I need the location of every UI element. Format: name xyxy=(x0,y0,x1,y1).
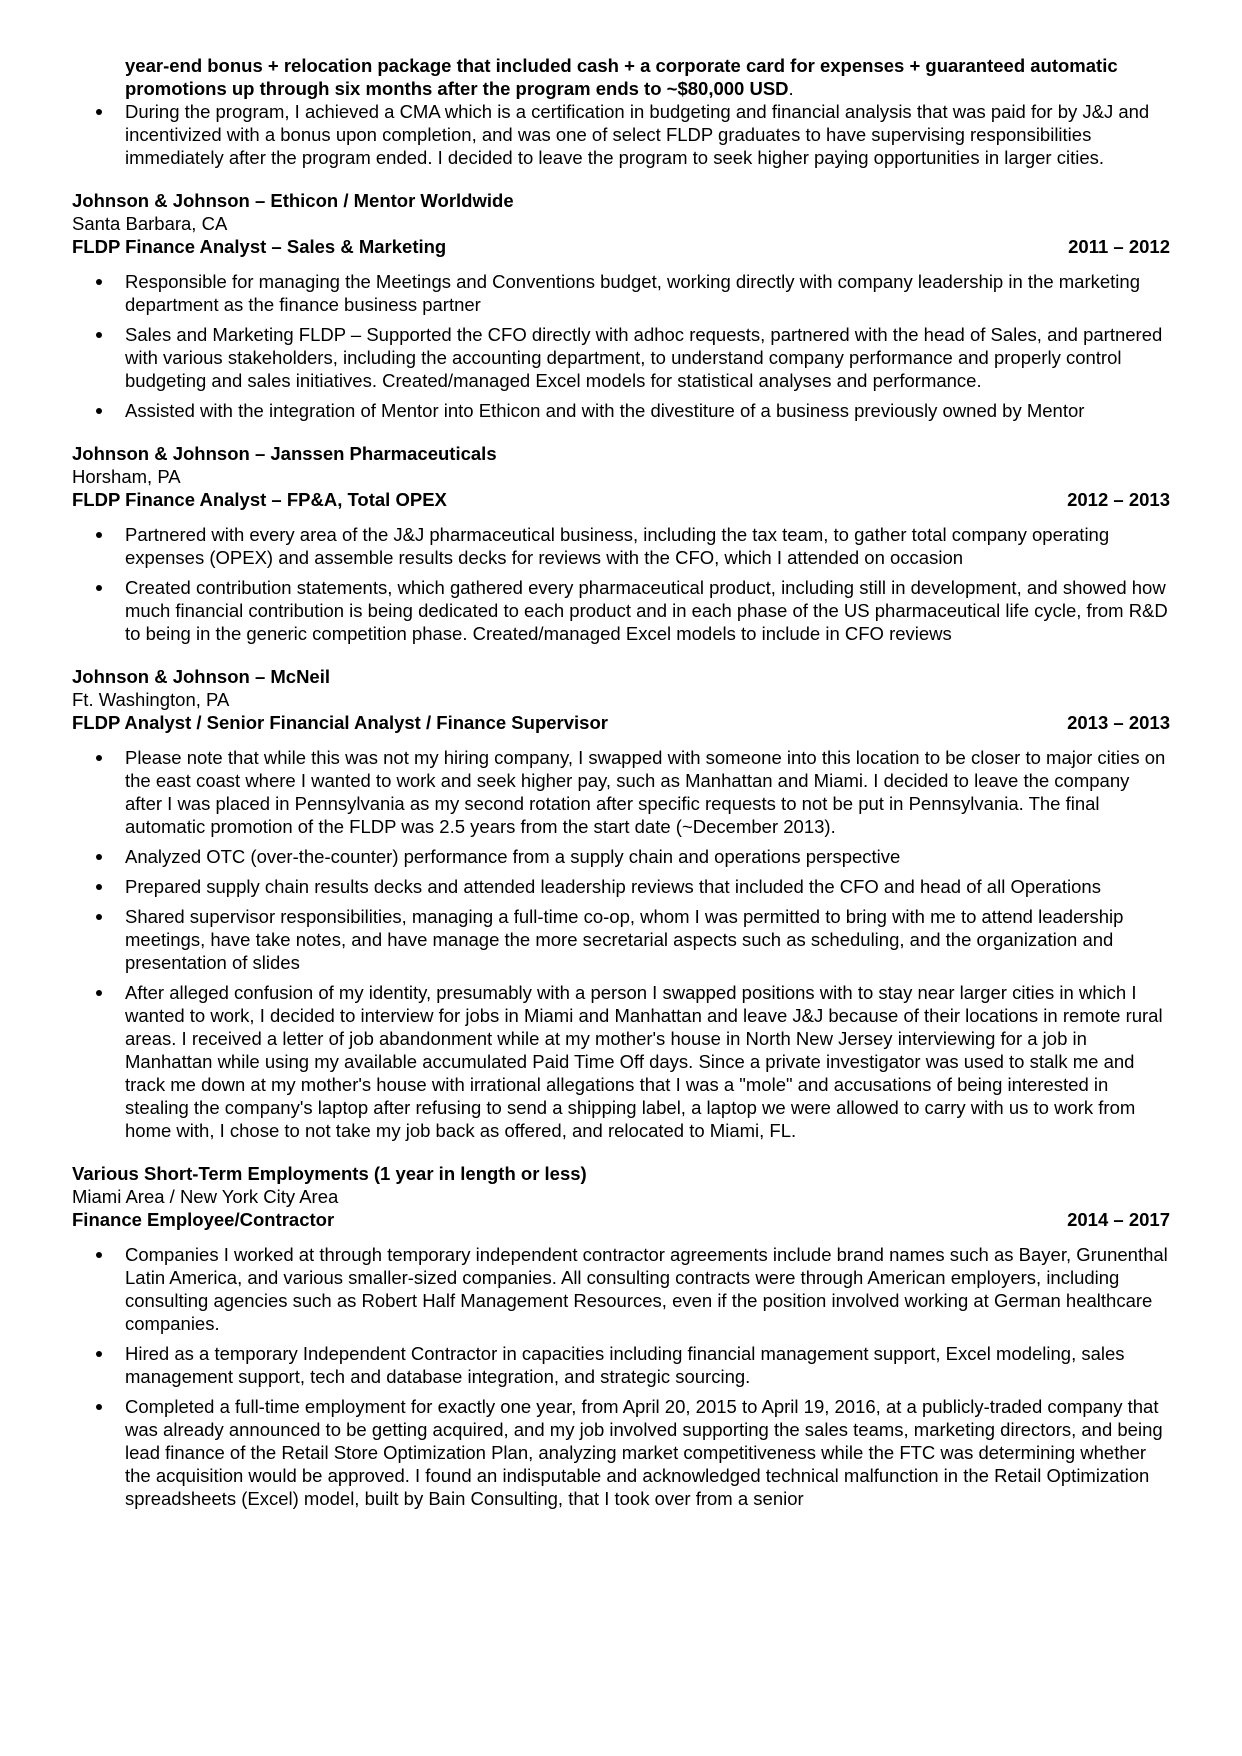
bullet-marker xyxy=(96,332,102,338)
bullet-text: Responsible for managing the Meetings and Conventions budget, working directly with company leadership in the marketing department as the finance business partner xyxy=(125,271,1140,315)
bullet-item xyxy=(72,905,1170,974)
bullet-item xyxy=(72,100,1170,169)
bullet-marker xyxy=(96,884,102,890)
job-dates: 2014 – 2017 xyxy=(1067,1209,1170,1230)
bullet-text: Partnered with every area of the J&J pharmaceutical business, including the tax team, to gather total company operating expenses (OPEX) and assemble results decks for reviews with the CFO, which I attended on occasion xyxy=(125,524,1110,568)
bullet-text: Analyzed OTC (over-the-counter) performance from a supply chain and operations perspective xyxy=(125,846,901,867)
bullet-marker xyxy=(96,279,102,285)
job-title: FLDP Finance Analyst – FP&A, Total OPEX xyxy=(72,489,447,510)
bullet-marker xyxy=(96,532,102,538)
bullet-marker xyxy=(96,1404,102,1410)
continuation-bold-text: year-end bonus + relocation package that included cash + a corporate card for expenses + guaranteed automatic promotions up through six months after the program ends to ~$80,000 USD xyxy=(125,55,1118,99)
bullet-text: Created contribution statements, which gathered every pharmaceutical product, including still in development, and showed how much financial contribution is being dedicated to each product and in each phase of the US pharmaceutical life cycle, from R&D to being in the generic competition phase. Created/managed Excel models to include in CFO reviews xyxy=(125,577,1168,644)
bullet-text: Hired as a temporary Independent Contractor in capacities including financial management support, Excel modeling, sales management support, tech and database integration, and strategic sourcing. xyxy=(125,1343,1125,1387)
job-title: FLDP Analyst / Senior Financial Analyst / Finance Supervisor xyxy=(72,712,608,733)
company-location: Miami Area / New York City Area xyxy=(72,1186,339,1207)
job-title-row xyxy=(72,711,1170,734)
job-dates: 2012 – 2013 xyxy=(1067,489,1170,510)
job-bullet-list xyxy=(72,523,1170,645)
bullet-item xyxy=(72,523,1170,569)
bullet-marker xyxy=(96,990,102,996)
bullet-item xyxy=(72,1395,1170,1510)
bullet-marker xyxy=(96,109,102,115)
job-title: Finance Employee/Contractor xyxy=(72,1209,335,1230)
bullet-text: Completed a full-time employment for exactly one year, from April 20, 2015 to April 19, 2016, at a publicly-traded company that was already announced to be getting acquired, and my job involved supporting the sales teams, marketing directors, and being lead finance of the Retail Store Optimization Plan, analyzing market competitiveness while the FTC was determining whether the acquisition would be approved. I found an indisputable and acknowledged technical malfunction in the Retail Optimization spreadsheets (Excel) model, built by Bain Consulting, that I took over from a senior xyxy=(125,1396,1163,1509)
company-name: Johnson & Johnson – Ethicon / Mentor Worldwide xyxy=(72,190,514,211)
bullet-text: Prepared supply chain results decks and attended leadership reviews that included the CFO and head of all Operations xyxy=(125,876,1101,897)
bullet-text: Please note that while this was not my hiring company, I swapped with someone into this location to be closer to major cities on the east coast where I wanted to work and seek higher pay, such as Manhattan and Miami. I decided to leave the company after I was placed in Pennsylvania as my second rotation after specific requests to not be put in Pennsylvania. The final automatic promotion of the FLDP was 2.5 years from the start date (~December 2013). xyxy=(125,747,1166,837)
job-title-row xyxy=(72,235,1170,258)
continuation-period: . xyxy=(788,78,794,99)
bullet-text: Sales and Marketing FLDP – Supported the CFO directly with adhoc requests, partnered with the head of Sales, and partnered with various stakeholders, including the accounting department, to understand company performance and properly control budgeting and sales initiatives. Created/managed Excel models for statistical analyses and performance. xyxy=(125,324,1163,391)
bullet-item xyxy=(72,270,1170,316)
job-section-janssen xyxy=(72,442,1170,645)
bullet-text: Companies I worked at through temporary independent contractor agreements include brand names such as Bayer, Grunenthal Latin America, and various smaller-sized companies. All consulting contracts were through American employers, including consulting agencies such as Robert Half Management Resources, even if the position involved working at German healthcare companies. xyxy=(125,1244,1168,1334)
bullet-marker xyxy=(96,914,102,920)
job-bullet-list xyxy=(72,1243,1170,1510)
company-name: Johnson & Johnson – Janssen Pharmaceuticals xyxy=(72,443,497,464)
job-section-mcneil xyxy=(72,665,1170,1142)
bullet-text: Shared supervisor responsibilities, managing a full-time co-op, whom I was permitted to bring with me to attend leadership meetings, have take notes, and have manage the more secretarial aspects such as scheduling, and the organization and presentation of slides xyxy=(125,906,1124,973)
bullet-marker xyxy=(96,1351,102,1357)
bullet-text: Assisted with the integration of Mentor into Ethicon and with the divestiture of a business previously owned by Mentor xyxy=(125,400,1085,421)
company-location: Santa Barbara, CA xyxy=(72,213,228,234)
job-title-row xyxy=(72,488,1170,511)
bullet-item xyxy=(72,845,1170,868)
company-location: Ft. Washington, PA xyxy=(72,689,230,710)
job-section-ethicon xyxy=(72,189,1170,422)
job-bullet-list xyxy=(72,270,1170,422)
company-name: Johnson & Johnson – McNeil xyxy=(72,666,330,687)
bullet-item xyxy=(72,875,1170,898)
bullet-marker xyxy=(96,854,102,860)
bullet-item xyxy=(72,746,1170,838)
bullet-marker xyxy=(96,585,102,591)
bullet-item xyxy=(72,399,1170,422)
continuation-bullet-list xyxy=(72,100,1170,169)
bullet-item xyxy=(72,1342,1170,1388)
bullet-item xyxy=(72,576,1170,645)
bullet-item xyxy=(72,1243,1170,1335)
continuation-paragraph xyxy=(72,54,1170,100)
job-title-row xyxy=(72,1208,1170,1231)
bullet-marker xyxy=(96,408,102,414)
job-title: FLDP Finance Analyst – Sales & Marketing xyxy=(72,236,447,257)
bullet-marker xyxy=(96,1252,102,1258)
company-name: Various Short-Term Employments (1 year in length or less) xyxy=(72,1163,587,1184)
bullet-text: After alleged confusion of my identity, presumably with a person I swapped positions with to stay near larger cities in which I wanted to work, I decided to interview for jobs in Miami and Manhattan and leave J&J because of their locations in remote rural areas. I received a letter of job abandonment while at my mother's house in North New Jersey interviewing for a job in Manhattan while using my available accumulated Paid Time Off days. Since a private investigator was used to stalk me and track me down at my mother's house with irrational allegations that I was a "mole" and accusations of being interested in stealing the company's laptop after refusing to send a shipping label, a laptop we were allowed to carry with us to work from home with, I chose to not take my job back as offered, and relocated to Miami, FL. xyxy=(125,982,1163,1141)
job-section-short-term xyxy=(72,1162,1170,1510)
bullet-marker xyxy=(96,755,102,761)
bullet-item xyxy=(72,323,1170,392)
job-dates: 2011 – 2012 xyxy=(1068,236,1170,257)
bullet-item xyxy=(72,981,1170,1142)
job-bullet-list xyxy=(72,746,1170,1142)
company-location: Horsham, PA xyxy=(72,466,181,487)
bullet-text: During the program, I achieved a CMA which is a certification in budgeting and financial analysis that was paid for by J&J and incentivized with a bonus upon completion, and was one of select FLDP graduates to have supervising responsibilities immediately after the program ended. I decided to leave the program to seek higher paying opportunities in larger cities. xyxy=(125,101,1150,168)
job-dates: 2013 – 2013 xyxy=(1067,712,1170,733)
